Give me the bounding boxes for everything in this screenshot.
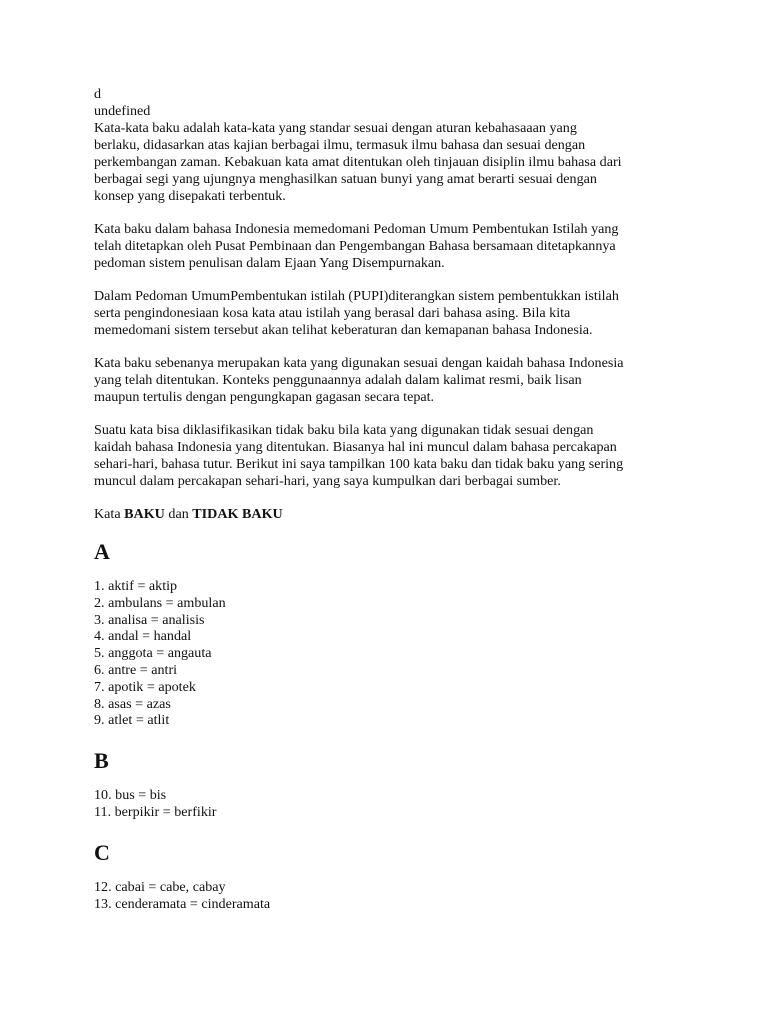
list-item: 6. antre = antri <box>94 661 178 678</box>
list-title-tidak-baku: TIDAK BAKU <box>192 506 283 522</box>
header-line-1: d <box>94 86 102 102</box>
list-item: 2. ambulans = ambulan <box>94 594 226 611</box>
paragraph-line: Suatu kata bisa diklasifikasikan tidak baku bila kata yang digunakan tidak sesuai dengan <box>94 422 594 438</box>
list-item: 8. asas = azas <box>94 695 171 712</box>
paragraph-line: yang telah ditentukan. Konteks penggunaannya adalah dalam kalimat resmi, baik lisan <box>94 372 582 388</box>
word-list-b <box>94 787 694 821</box>
word-list-c <box>94 879 694 913</box>
paragraph-line: berlaku, didasarkan atas kajian berbagai ilmu, termasuk ilmu bahasa dan sesuai dengan <box>94 137 586 153</box>
section-heading-b: B <box>94 748 109 774</box>
document-header <box>94 86 694 120</box>
paragraph-5 <box>94 422 694 490</box>
paragraph-line: perkembangan zaman. Kebakuan kata amat ditentukan oleh tinjauan disiplin ilmu bahasa dari <box>94 154 622 170</box>
paragraph-line: muncul dalam percakapan sehari-hari, yang saya kumpulkan dari berbagai sumber. <box>94 473 561 489</box>
paragraph-3 <box>94 288 694 339</box>
list-title-middle: dan <box>164 506 193 522</box>
paragraph-line: Dalam Pedoman UmumPembentukan istilah (PUPI)diterangkan sistem pembentukkan istilah <box>94 288 619 304</box>
paragraph-line: berbagai segi yang ujungnya menghasilkan satuan bunyi yang amat berarti sesuai dengan <box>94 171 597 187</box>
paragraph-line: pedoman sistem penulisan dalam Ejaan Yang Disempurnakan. <box>94 255 445 271</box>
paragraph-line: telah ditetapkan oleh Pusat Pembinaan dan Pengembangan Bahasa bersamaan ditetapkannya <box>94 238 616 254</box>
paragraph-line: sehari-hari, bahasa tutur. Berikut ini saya tampilkan 100 kata baku dan tidak baku yang sering <box>94 456 624 472</box>
paragraph-line: maupun tertulis dengan pengungkapan gagasan secara tepat. <box>94 389 435 405</box>
document-page <box>94 86 694 931</box>
list-item: 10. bus = bis <box>94 787 167 804</box>
list-title-prefix: Kata <box>94 506 125 522</box>
section-heading-c: C <box>94 839 110 865</box>
paragraph-line: memedomani sistem tersebut akan telihat keberaturan dan kemapanan bahasa Indonesia. <box>94 322 593 338</box>
section-heading-a: A <box>94 539 110 564</box>
list-item: 3. analisa = analisis <box>94 611 205 628</box>
list-item: 11. berpikir = berfikir <box>94 803 217 820</box>
list-item: 9. atlet = atlit <box>94 712 170 729</box>
paragraph-line: Kata-kata baku adalah kata-kata yang standar sesuai dengan aturan kebahasaaan yang <box>94 120 577 136</box>
paragraph-2 <box>94 221 694 272</box>
paragraph-4 <box>94 355 694 406</box>
header-line-2: undefined <box>94 103 151 119</box>
list-item: 4. andal = handal <box>94 628 192 645</box>
list-item: 13. cenderamata = cinderamata <box>94 895 271 912</box>
paragraph-line: Kata baku sebenanya merupakan kata yang digunakan sesuai dengan kaidah bahasa Indonesia <box>94 355 624 371</box>
word-list-a <box>94 578 694 729</box>
paragraph-line: Kata baku dalam bahasa Indonesia memedomani Pedoman Umum Pembentukan Istilah yang <box>94 221 619 237</box>
list-title <box>94 506 694 523</box>
paragraph-line: konsep yang disepakati terbentuk. <box>94 188 286 204</box>
list-item: 7. apotik = apotek <box>94 678 196 695</box>
list-title-baku: BAKU <box>124 506 165 522</box>
paragraph-line: serta pengindonesiaan kosa kata atau istilah yang berasal dari bahasa asing. Bila kita <box>94 305 571 321</box>
list-item: 5. anggota = angauta <box>94 645 212 662</box>
paragraph-line: kaidah bahasa Indonesia yang ditentukan. Biasanya hal ini muncul dalam bahasa percakapan <box>94 439 617 455</box>
paragraph-1 <box>94 120 694 205</box>
list-item: 1. aktif = aktip <box>94 578 178 594</box>
list-item: 12. cabai = cabe, cabay <box>94 878 226 895</box>
